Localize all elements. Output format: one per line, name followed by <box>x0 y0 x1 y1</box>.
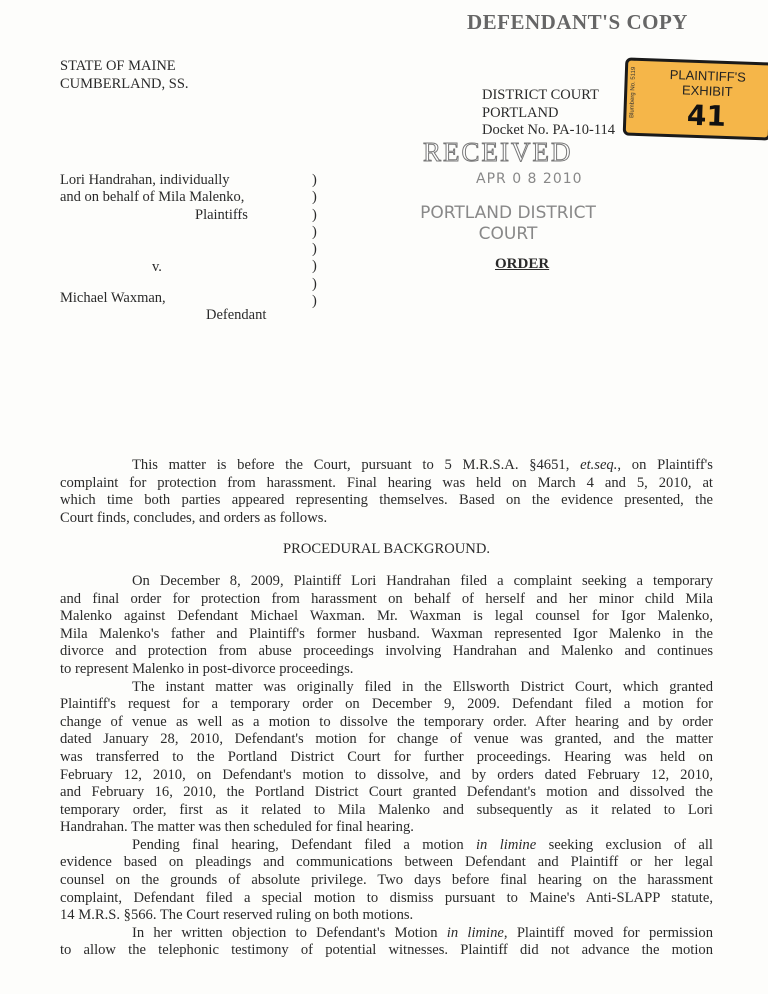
text-line: evidence based on pleadings and communications between Defendant and Plaintiff or her legal <box>60 854 713 871</box>
court-name: DISTRICT COURT <box>482 87 599 103</box>
paren: ) <box>312 241 317 258</box>
text-line: This matter is before the Court, pursuant to 5 M.R.S.A. §4651, et.seq., on Plaintiff's <box>132 457 713 473</box>
text-line: Malenko against Defendant Michael Waxman. Mr. Waxman is legal counsel for Igor Malenko, <box>60 608 713 625</box>
text-line: dated January 28, 2010, Defendant's motion for change of venue was granted, and the matter <box>60 731 713 748</box>
text-line: The instant matter was originally filed in the Ellsworth District Court, which granted <box>132 678 713 695</box>
text-line: Handrahan. The matter was then scheduled for final hearing. <box>60 819 414 836</box>
text-line: change of venue as well as a motion to dissolve the temporary order. After hearing and by order <box>60 713 713 730</box>
section-heading: PROCEDURAL BACKGROUND. <box>282 541 491 558</box>
text-line: Mila Malenko's father and Plaintiff's former husband. Waxman represented Igor Malenko in the <box>60 625 713 642</box>
state-line: STATE OF MAINE <box>60 58 176 74</box>
body-paragraph <box>60 837 713 925</box>
text-line: Court finds, concludes, and orders as follows. <box>60 509 328 526</box>
plaintiffs-exhibit-sticker <box>623 57 768 140</box>
text-line: and February 16, 2010, the Portland District Court granted Defendant's motion and dissolved the <box>60 784 713 801</box>
body-paragraph <box>60 925 713 960</box>
docket-number: Docket No. PA-10-114 <box>482 122 616 138</box>
sticker-side-text: Blumberg No. 5119 <box>629 66 638 119</box>
text-line: divorce and protection from abuse proceedings involving Handrahan and Malenko and continues <box>60 643 713 660</box>
text-line: and final order for protection from harassment on behalf of herself and her minor child Mila <box>60 590 713 607</box>
text-line: to represent Malenko in post-divorce proceedings. <box>60 660 354 677</box>
text-line: complaint, Defendant filed a special motion to dismiss pursuant to Maine's Anti-SLAPP statute, <box>60 889 713 906</box>
received-date-stamp: APR 0 8 2010 <box>476 171 583 187</box>
intro-paragraph <box>60 457 713 527</box>
received-court-line1: PORTLAND DISTRICT <box>420 203 596 223</box>
text-line: complaint for protection from harassment. Final hearing was held on March 4 and 5, 2010, at <box>60 474 713 491</box>
text-line: February 12, 2010, on Defendant's motion to dissolve, and by orders dated February 12, 2010, <box>60 766 713 783</box>
text-line: was transferred to the Portland District Court for further proceedings. Hearing was held on <box>60 748 713 765</box>
paren: ) <box>312 223 317 240</box>
plaintiff-behalf: and on behalf of Mila Malenko, <box>60 189 245 206</box>
paren: ) <box>312 293 317 310</box>
text-line: 14 M.R.S. §566. The Court reserved ruling on both motions. <box>60 907 414 924</box>
court-location: PORTLAND <box>482 104 559 121</box>
paren: ) <box>312 172 317 188</box>
court-block <box>482 87 615 140</box>
body-paragraph <box>60 573 713 679</box>
plaintiff-name: Lori Handrahan, individually <box>60 172 230 188</box>
body-paragraph <box>60 679 713 837</box>
text-line: On December 8, 2009, Plaintiff Lori Handrahan filed a complaint seeking a temporary <box>132 572 713 589</box>
text-line: which time both parties appeared representing themselves. Based on the evidence presented, the <box>60 492 713 509</box>
caption-brackets <box>312 172 317 310</box>
venue-block <box>60 58 189 93</box>
plaintiff-role: Plaintiffs <box>195 206 248 223</box>
versus: v. <box>152 259 162 275</box>
received-court-stamp <box>420 203 596 245</box>
defendants-copy-stamp: DEFENDANT'S COPY <box>467 10 688 34</box>
paren: ) <box>312 275 317 292</box>
paren: ) <box>312 189 317 206</box>
text-line: to allow the telephonic testimony of potential witnesses. Plaintiff did not advance the motion <box>60 942 713 959</box>
paren: ) <box>312 258 317 275</box>
exhibit-number: 41 <box>686 98 727 133</box>
text-line: In her written objection to Defendant's Motion in limine, Plaintiff moved for permission <box>132 924 713 941</box>
sticker-line1: PLAINTIFF'S <box>669 67 747 85</box>
paren: ) <box>312 206 317 223</box>
defendant-caption <box>60 290 266 325</box>
received-court-line2: COURT <box>478 224 538 244</box>
text-line: counsel on the grounds of absolute privilege. Two days before final hearing on the harassment <box>60 872 713 889</box>
sticker-line2: EXHIBIT <box>681 82 733 100</box>
defendant-role: Defendant <box>206 307 267 324</box>
text-line: Pending final hearing, Defendant filed a motion in limine seeking exclusion of all <box>132 836 713 853</box>
plaintiff-caption <box>60 172 248 224</box>
defendant-name: Michael Waxman, <box>60 290 166 306</box>
text-line: Plaintiff's request for a temporary order on December 9, 2009. Defendant filed a motion for <box>60 696 713 713</box>
received-stamp: RECEIVED <box>423 137 573 167</box>
document-title: ORDER <box>495 256 550 272</box>
text-line: temporary order, first as it related to Mila Malenko and subsequently as it related to Lori <box>60 801 713 818</box>
county-line: CUMBERLAND, SS. <box>60 75 189 92</box>
order-body <box>60 457 713 960</box>
